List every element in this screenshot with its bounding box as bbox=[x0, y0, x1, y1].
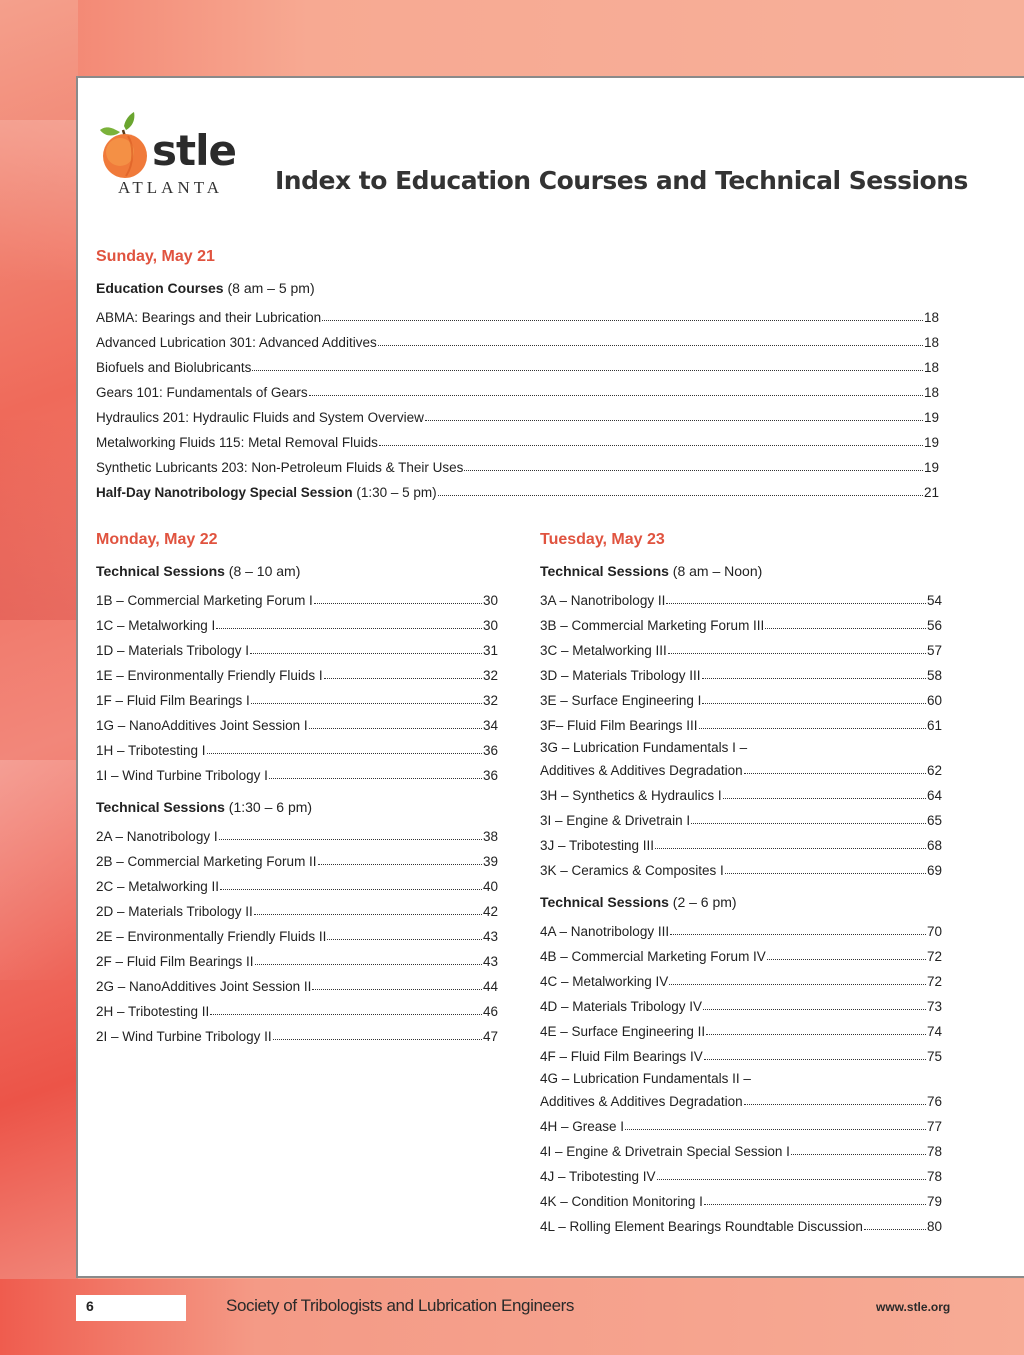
page-ref: 57 bbox=[926, 643, 942, 658]
footer-website-link[interactable]: www.stle.org bbox=[876, 1300, 951, 1314]
leader-dots bbox=[765, 628, 926, 629]
section-heading-label: Technical Sessions bbox=[540, 563, 669, 579]
section-heading-label: Technical Sessions bbox=[96, 799, 225, 815]
page-ref: 70 bbox=[926, 924, 942, 939]
list-item-label: 3E – Surface Engineering I bbox=[540, 693, 702, 708]
page-ref: 75 bbox=[926, 1049, 942, 1064]
list-item[interactable] bbox=[540, 833, 942, 853]
list-item[interactable] bbox=[96, 824, 498, 844]
page-ref: 36 bbox=[482, 743, 498, 758]
leader-dots bbox=[250, 653, 482, 654]
list-item[interactable] bbox=[540, 613, 942, 633]
leader-dots bbox=[318, 864, 482, 865]
list-item[interactable] bbox=[96, 613, 498, 633]
leader-dots bbox=[704, 1204, 926, 1205]
leader-dots bbox=[655, 848, 926, 849]
list-item[interactable] bbox=[96, 405, 939, 425]
list-item-label: 3B – Commercial Marketing Forum III bbox=[540, 618, 765, 633]
list-item-label: 3F– Fluid Film Bearings III bbox=[540, 718, 698, 733]
page-ref: 19 bbox=[923, 435, 939, 450]
leader-dots bbox=[216, 628, 482, 629]
leader-dots bbox=[273, 1039, 482, 1040]
list-item-label: 2G – NanoAdditives Joint Session II bbox=[96, 979, 312, 994]
list-item[interactable] bbox=[96, 713, 498, 733]
page-ref: 38 bbox=[482, 829, 498, 844]
list-item-label: 2I – Wind Turbine Tribology II bbox=[96, 1029, 272, 1044]
page-ref: 72 bbox=[926, 974, 942, 989]
section-heading-label: Technical Sessions bbox=[540, 894, 669, 910]
leader-dots bbox=[425, 420, 923, 421]
list-item[interactable] bbox=[96, 430, 939, 450]
list-item[interactable] bbox=[96, 355, 939, 375]
leader-dots bbox=[657, 1179, 926, 1180]
list-item-label: 4A – Nanotribology III bbox=[540, 924, 670, 939]
page-ref: 77 bbox=[926, 1119, 942, 1134]
list-item[interactable] bbox=[96, 738, 498, 758]
list-item-label: 4J – Tribotesting IV bbox=[540, 1169, 656, 1184]
page-ref: 31 bbox=[482, 643, 498, 658]
list-item-label: 1F – Fluid Film Bearings I bbox=[96, 693, 250, 708]
leader-dots bbox=[669, 984, 926, 985]
page-ref: 30 bbox=[482, 593, 498, 608]
list-item-label: 4H – Grease I bbox=[540, 1119, 625, 1134]
list-item-label: 3J – Tribotesting III bbox=[540, 838, 655, 853]
list-item[interactable] bbox=[540, 1019, 942, 1039]
list-item[interactable] bbox=[96, 999, 498, 1019]
list-item[interactable] bbox=[96, 330, 939, 350]
list-item-label: 1D – Materials Tribology I bbox=[96, 643, 250, 658]
list-item-label: Additives & Additives Degradation bbox=[540, 763, 743, 778]
list-item-label: 2A – Nanotribology I bbox=[96, 829, 218, 844]
leader-dots bbox=[704, 1059, 926, 1060]
list-item[interactable] bbox=[540, 1089, 942, 1109]
page-ref: 58 bbox=[926, 668, 942, 683]
page-ref: 74 bbox=[926, 1024, 942, 1039]
page-ref: 73 bbox=[926, 999, 942, 1014]
background-top-band bbox=[0, 0, 1024, 76]
list-item[interactable] bbox=[96, 974, 498, 994]
page-ref: 65 bbox=[926, 813, 942, 828]
list-item-label: 4L – Rolling Element Bearings Roundtable Discussion bbox=[540, 1219, 863, 1234]
list-item[interactable] bbox=[540, 783, 942, 803]
list-item-label: Metalworking Fluids 115: Metal Removal Fluids bbox=[96, 435, 378, 450]
leader-dots bbox=[706, 1034, 926, 1035]
list-item[interactable] bbox=[540, 688, 942, 708]
page-ref: 44 bbox=[482, 979, 498, 994]
page-title: Index to Education Courses and Technical Sessions bbox=[275, 166, 968, 195]
leader-dots bbox=[699, 728, 926, 729]
list-item-label: 4D – Materials Tribology IV bbox=[540, 999, 703, 1014]
list-item-label: Advanced Lubrication 301: Advanced Additives bbox=[96, 335, 377, 350]
leader-dots bbox=[725, 873, 926, 874]
page-ref: 18 bbox=[923, 385, 939, 400]
section-heading bbox=[540, 894, 737, 910]
page-ref: 79 bbox=[926, 1194, 942, 1209]
leader-dots bbox=[464, 470, 923, 471]
page-ref: 78 bbox=[926, 1169, 942, 1184]
leader-dots bbox=[702, 703, 926, 704]
section-heading bbox=[96, 563, 300, 579]
list-item[interactable] bbox=[540, 994, 942, 1014]
list-item[interactable] bbox=[540, 808, 942, 828]
page-ref: 32 bbox=[482, 693, 498, 708]
leader-dots bbox=[379, 445, 923, 446]
leader-dots bbox=[668, 653, 926, 654]
list-item[interactable] bbox=[540, 1114, 942, 1134]
list-item[interactable] bbox=[540, 588, 942, 608]
list-item-label: 2E – Environmentally Friendly Fluids II bbox=[96, 929, 327, 944]
list-item-label: 3A – Nanotribology II bbox=[540, 593, 666, 608]
leader-dots bbox=[625, 1129, 926, 1130]
leader-dots bbox=[378, 345, 923, 346]
background-left-band bbox=[0, 0, 78, 1355]
list-item[interactable] bbox=[540, 919, 942, 939]
list-item-label: 3G – Lubrication Fundamentals I – bbox=[540, 740, 748, 755]
page-ref: 61 bbox=[926, 718, 942, 733]
page-ref: 80 bbox=[926, 1219, 942, 1234]
list-item[interactable] bbox=[96, 763, 498, 783]
list-item[interactable] bbox=[540, 1139, 942, 1159]
day-heading-tuesday: Tuesday, May 23 bbox=[540, 531, 665, 548]
list-item[interactable] bbox=[96, 455, 939, 475]
page-ref: 42 bbox=[482, 904, 498, 919]
list-item-label: 3H – Synthetics & Hydraulics I bbox=[540, 788, 722, 803]
leader-dots bbox=[666, 603, 926, 604]
leader-dots bbox=[210, 1014, 482, 1015]
footer-page-number: 6 bbox=[86, 1298, 94, 1314]
page-ref: 32 bbox=[482, 668, 498, 683]
list-item[interactable] bbox=[540, 713, 942, 733]
list-item[interactable] bbox=[540, 758, 942, 778]
list-item[interactable] bbox=[96, 949, 498, 969]
list-item-label: 2D – Materials Tribology II bbox=[96, 904, 253, 919]
leader-dots bbox=[309, 395, 923, 396]
page-ref: 56 bbox=[926, 618, 942, 633]
section-heading bbox=[96, 280, 315, 296]
day-heading-monday: Monday, May 22 bbox=[96, 531, 218, 548]
leader-dots bbox=[691, 823, 926, 824]
list-item[interactable] bbox=[540, 858, 942, 878]
list-item[interactable] bbox=[96, 924, 498, 944]
list-item[interactable] bbox=[96, 849, 498, 869]
list-item[interactable] bbox=[540, 1189, 942, 1209]
page-ref: 69 bbox=[926, 863, 942, 878]
list-item-label: 2H – Tribotesting II bbox=[96, 1004, 210, 1019]
list-item-label: Hydraulics 201: Hydraulic Fluids and System Overview bbox=[96, 410, 424, 425]
list-item-label: 4E – Surface Engineering II bbox=[540, 1024, 706, 1039]
page-ref: 18 bbox=[923, 360, 939, 375]
list-item-label: 4F – Fluid Film Bearings IV bbox=[540, 1049, 703, 1064]
leader-dots bbox=[670, 934, 926, 935]
list-item-label: Half-Day Nanotribology Special Session (1:30 – 5 pm) bbox=[96, 485, 437, 500]
page-ref: 43 bbox=[482, 929, 498, 944]
list-item[interactable] bbox=[96, 688, 498, 708]
page-ref: 72 bbox=[926, 949, 942, 964]
section-heading bbox=[540, 563, 762, 579]
page-ref: 36 bbox=[482, 768, 498, 783]
leader-dots bbox=[702, 678, 926, 679]
leader-dots bbox=[309, 728, 482, 729]
leader-dots bbox=[723, 798, 926, 799]
list-item[interactable] bbox=[540, 969, 942, 989]
leader-dots bbox=[252, 370, 923, 371]
section-heading-time: (1:30 – 6 pm) bbox=[228, 799, 313, 815]
list-item[interactable] bbox=[540, 1044, 942, 1064]
list-item-label: 1C – Metalworking I bbox=[96, 618, 216, 633]
leader-dots bbox=[744, 773, 926, 774]
day-heading-sunday: Sunday, May 21 bbox=[96, 248, 215, 265]
section-heading-time: (8 – 10 am) bbox=[228, 563, 301, 579]
page-ref: 40 bbox=[482, 879, 498, 894]
list-item[interactable] bbox=[96, 1024, 498, 1044]
list-item[interactable] bbox=[96, 380, 939, 400]
section-heading-time: (8 am – Noon) bbox=[672, 563, 763, 579]
list-item-label: 4G – Lubrication Fundamentals II – bbox=[540, 1071, 751, 1086]
list-item[interactable] bbox=[96, 638, 498, 658]
leader-dots bbox=[269, 778, 482, 779]
page-ref: 30 bbox=[482, 618, 498, 633]
leader-dots bbox=[314, 603, 482, 604]
list-item[interactable] bbox=[96, 874, 498, 894]
page-ref: 39 bbox=[482, 854, 498, 869]
leader-dots bbox=[219, 839, 482, 840]
page-ref: 60 bbox=[926, 693, 942, 708]
leader-dots bbox=[251, 703, 482, 704]
list-item-label: 2C – Metalworking II bbox=[96, 879, 220, 894]
list-item[interactable] bbox=[540, 1214, 942, 1234]
leader-dots bbox=[312, 989, 482, 990]
list-item[interactable] bbox=[96, 305, 939, 325]
page-ref: 21 bbox=[923, 485, 939, 500]
section-heading bbox=[96, 799, 312, 815]
page-ref: 64 bbox=[926, 788, 942, 803]
leader-dots bbox=[438, 495, 923, 496]
list-item-label: Synthetic Lubricants 203: Non-Petroleum Fluids & Their Uses bbox=[96, 460, 464, 475]
list-item-label: 3D – Materials Tribology III bbox=[540, 668, 701, 683]
leader-dots bbox=[744, 1104, 926, 1105]
page-ref: 47 bbox=[482, 1029, 498, 1044]
page-ref: 54 bbox=[926, 593, 942, 608]
list-item-label: 1H – Tribotesting I bbox=[96, 743, 206, 758]
list-item[interactable] bbox=[540, 638, 942, 658]
list-item[interactable] bbox=[96, 899, 498, 919]
section-heading-time: (2 – 6 pm) bbox=[672, 894, 737, 910]
page-ref: 76 bbox=[926, 1094, 942, 1109]
page-ref: 18 bbox=[923, 335, 939, 350]
list-item-label: 1B – Commercial Marketing Forum I bbox=[96, 593, 313, 608]
list-item-label: 1I – Wind Turbine Tribology I bbox=[96, 768, 268, 783]
leader-dots bbox=[324, 678, 482, 679]
leader-dots bbox=[207, 753, 482, 754]
page-ref: 68 bbox=[926, 838, 942, 853]
list-item-label: 4C – Metalworking IV bbox=[540, 974, 669, 989]
list-item-label: ABMA: Bearings and their Lubrication bbox=[96, 310, 322, 325]
leader-dots bbox=[791, 1154, 926, 1155]
list-item[interactable] bbox=[540, 1164, 942, 1184]
logo-city: ATLANTA bbox=[118, 178, 224, 197]
leader-dots bbox=[864, 1229, 926, 1230]
section-heading-label: Education Courses bbox=[96, 280, 224, 296]
page-ref: 34 bbox=[482, 718, 498, 733]
page-ref: 19 bbox=[923, 410, 939, 425]
list-item-label: 3K – Ceramics & Composites I bbox=[540, 863, 724, 878]
leader-dots bbox=[220, 889, 482, 890]
list-item[interactable] bbox=[540, 944, 942, 964]
footer-society-name: Society of Tribologists and Lubrication Engineers bbox=[226, 1296, 575, 1315]
leader-dots bbox=[767, 959, 926, 960]
list-item-label: 4K – Condition Monitoring I bbox=[540, 1194, 703, 1209]
list-item-label: 3C – Metalworking III bbox=[540, 643, 667, 658]
leader-dots bbox=[322, 320, 923, 321]
list-item-label: Biofuels and Biolubricants bbox=[96, 360, 252, 375]
list-item-label: 2B – Commercial Marketing Forum II bbox=[96, 854, 317, 869]
logo-wordmark: stle bbox=[152, 126, 236, 175]
list-item-label: 1E – Environmentally Friendly Fluids I bbox=[96, 668, 323, 683]
page-ref: 18 bbox=[923, 310, 939, 325]
section-heading-time: (8 am – 5 pm) bbox=[227, 280, 315, 296]
list-item-label: 4B – Commercial Marketing Forum IV bbox=[540, 949, 766, 964]
page-ref: 62 bbox=[926, 763, 942, 778]
leader-dots bbox=[703, 1009, 926, 1010]
list-item-label: 4I – Engine & Drivetrain Special Session I bbox=[540, 1144, 790, 1159]
list-item[interactable] bbox=[96, 663, 498, 683]
section-heading-label: Technical Sessions bbox=[96, 563, 225, 579]
list-item-label: Additives & Additives Degradation bbox=[540, 1094, 743, 1109]
leader-dots bbox=[254, 914, 482, 915]
list-item-label: 3I – Engine & Drivetrain I bbox=[540, 813, 691, 828]
list-item-label: 2F – Fluid Film Bearings II bbox=[96, 954, 254, 969]
leader-dots bbox=[255, 964, 482, 965]
page-ref: 43 bbox=[482, 954, 498, 969]
list-item-label: Gears 101: Fundamentals of Gears bbox=[96, 385, 308, 400]
page-ref: 46 bbox=[482, 1004, 498, 1019]
page-ref: 19 bbox=[923, 460, 939, 475]
list-item-label: 1G – NanoAdditives Joint Session I bbox=[96, 718, 308, 733]
page-ref: 78 bbox=[926, 1144, 942, 1159]
list-item[interactable] bbox=[96, 588, 498, 608]
leader-dots bbox=[327, 939, 482, 940]
list-item[interactable] bbox=[540, 663, 942, 683]
special-session-row[interactable] bbox=[96, 480, 939, 500]
